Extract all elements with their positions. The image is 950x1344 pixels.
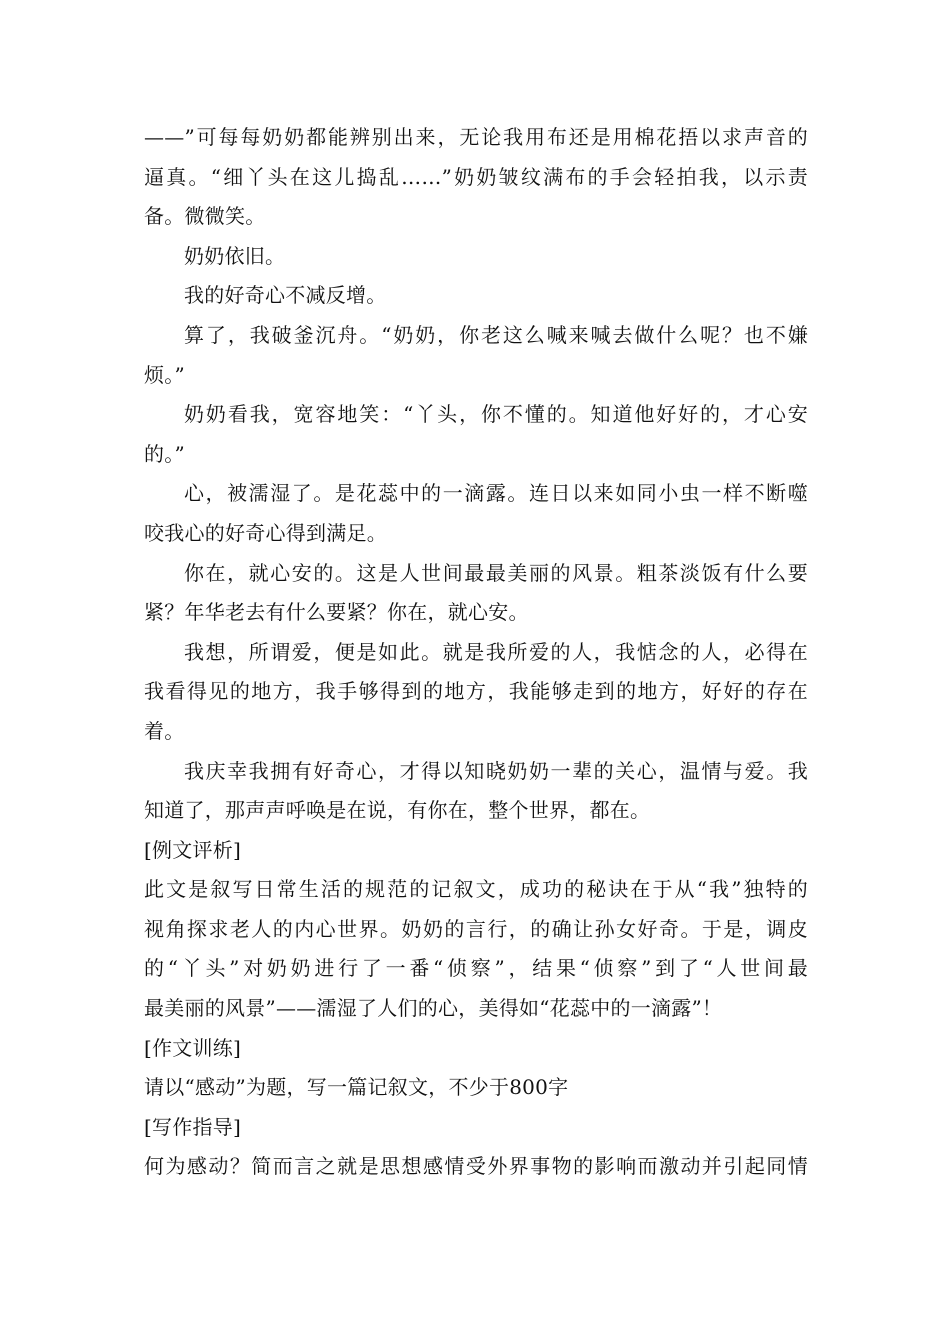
- text-line: 紧？年华老去有什么要紧？你在，就心安。: [144, 600, 529, 625]
- text-line: 的。”: [144, 441, 185, 466]
- text-line: 逼真。“细丫头在这儿捣乱……”奶奶皱纹满布的手会轻拍我，以示责: [144, 164, 808, 189]
- text-line: 奶奶看我，宽容地笑：“丫头，你不懂的。知道他好好的，才心安: [184, 402, 808, 427]
- text-line: 请以“感动”为题，写一篇记叙文，不少于800字: [144, 1075, 569, 1100]
- text-line: 心，被濡湿了。是花蕊中的一滴露。连日以来如同小虫一样不断噬: [184, 481, 808, 506]
- text-line: 知道了，那声声呼唤是在说，有你在，整个世界，都在。: [144, 798, 651, 823]
- text-line: [作文训练]: [144, 1035, 242, 1060]
- text-line: 视角探求老人的内心世界。奶奶的言行，的确让孙女好奇。于是，调皮: [144, 916, 808, 941]
- text-line: 咬我心的好奇心得到满足。: [144, 520, 387, 545]
- text-line: 奶奶依旧。: [184, 243, 286, 268]
- text-line: 此文是叙写日常生活的规范的记叙文，成功的秘诀在于从“我”独特的: [144, 877, 808, 902]
- text-line: 着。: [144, 718, 185, 743]
- text-line: 的“丫头”对奶奶进行了一番“侦察”，结果“侦察”到了“人世间最: [144, 956, 808, 981]
- text-line: 你在，就心安的。这是人世间最最美丽的风景。粗茶淡饭有什么要: [184, 560, 808, 585]
- text-line: ——”可每每奶奶都能辨别出来，无论我用布还是用棉花捂以求声音的: [144, 125, 808, 149]
- text-line: [例文评析]: [144, 837, 242, 862]
- text-line: 我想，所谓爱，便是如此。就是我所爱的人，我惦念的人，必得在: [184, 639, 808, 664]
- text-line: 烦。”: [144, 362, 185, 387]
- text-line: 备。微微笑。: [144, 204, 266, 229]
- document-body: [144, 118, 808, 1187]
- text-line: 我的好奇心不减反增。: [184, 283, 387, 308]
- text-line: 算了，我破釜沉舟。“奶奶，你老这么喊来喊去做什么呢？也不嫌: [184, 322, 808, 347]
- text-line: 我看得见的地方，我手够得到的地方，我能够走到的地方，好好的存在: [144, 679, 808, 704]
- text-line: 最美丽的风景”——濡湿了人们的心，美得如“花蕊中的一滴露”！: [144, 996, 723, 1021]
- text-line: 何为感动？简而言之就是思想感情受外界事物的影响而激动并引起同情: [144, 1154, 808, 1179]
- text-line: [写作指导]: [144, 1114, 242, 1139]
- text-line: 我庆幸我拥有好奇心，才得以知晓奶奶一辈的关心，温情与爱。我: [184, 758, 808, 783]
